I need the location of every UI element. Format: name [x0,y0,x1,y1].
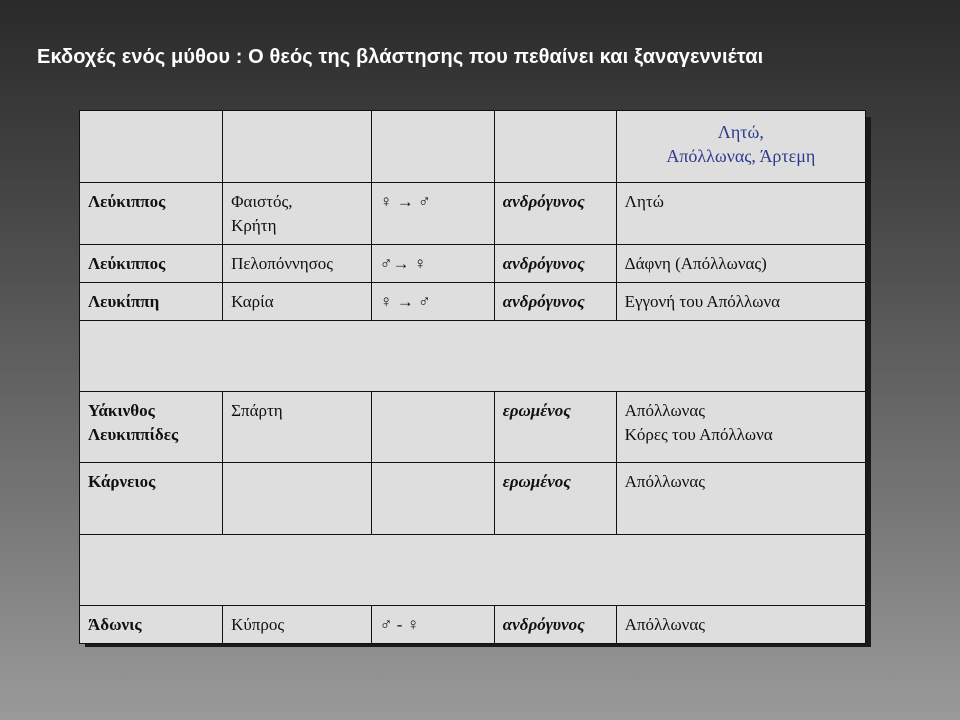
row-place: Κύπρος [223,606,372,644]
row-role: ανδρόγυνος [494,245,616,283]
row-role: ανδρόγυνος [494,606,616,644]
row-transform: ♂ - ♀ [371,606,494,644]
row-deity: Απόλλωνας [616,606,865,644]
row-transform: ♀ → ♂ [371,283,494,321]
table-row [80,245,866,283]
header-cell-deities [616,111,865,183]
table-row [80,183,866,245]
spacer-cell [80,535,866,606]
header-cell-4 [494,111,616,183]
header-cell-1 [80,111,223,183]
row-role: ερωμένος [494,392,616,463]
table-spacer-row [80,321,866,392]
row-transform: ♀ → ♂ [371,183,494,245]
header-deities-line2: Απόλλωνας, Άρτεμη [666,146,816,166]
row-name: Λευκίππη [80,283,223,321]
row-transform [371,463,494,535]
table-row [80,606,866,644]
spacer-cell [80,321,866,392]
row-role: ανδρόγυνος [494,183,616,245]
slide-title: Εκδοχές ενός μύθου : Ο θεός της βλάστησης που πεθαίνει και ξαναγεννιέται [37,46,764,68]
row-deity-line2: Κόρες του Απόλλωνα [624,425,773,444]
header-cell-2 [223,111,372,183]
myth-versions-table [79,110,866,644]
row-name: Κάρνειος [80,463,223,535]
row-role: ερωμένος [494,463,616,535]
row-place: Πελοπόννησος [223,245,372,283]
row-name-line1: Υάκινθος [88,401,155,420]
header-deities-line1: Λητώ, [717,122,764,142]
row-transform [371,392,494,463]
row-deity [616,392,865,463]
header-cell-3 [371,111,494,183]
row-place-line2: Κρήτη [231,216,277,235]
row-place: Καρία [223,283,372,321]
table-header-row [80,111,866,183]
row-deity: Δάφνη (Απόλλωνας) [616,245,865,283]
row-name: Άδωνις [80,606,223,644]
row-name [80,392,223,463]
row-place [223,463,372,535]
row-deity: Λητώ [616,183,865,245]
row-name: Λεύκιππος [80,245,223,283]
row-deity: Απόλλωνας [616,463,865,535]
row-name: Λεύκιππος [80,183,223,245]
row-deity-line1: Απόλλωνας [624,401,706,420]
row-place [223,183,372,245]
row-place-line1: Φαιστός, [231,192,293,211]
row-deity: Εγγονή του Απόλλωνα [616,283,865,321]
row-role: ανδρόγυνος [494,283,616,321]
row-name-line2: Λευκιππίδες [88,425,179,444]
table-row [80,283,866,321]
table-row [80,392,866,463]
row-place: Σπάρτη [223,392,372,463]
row-transform: ♂→ ♀ [371,245,494,283]
table-row [80,463,866,535]
table-spacer-row [80,535,866,606]
